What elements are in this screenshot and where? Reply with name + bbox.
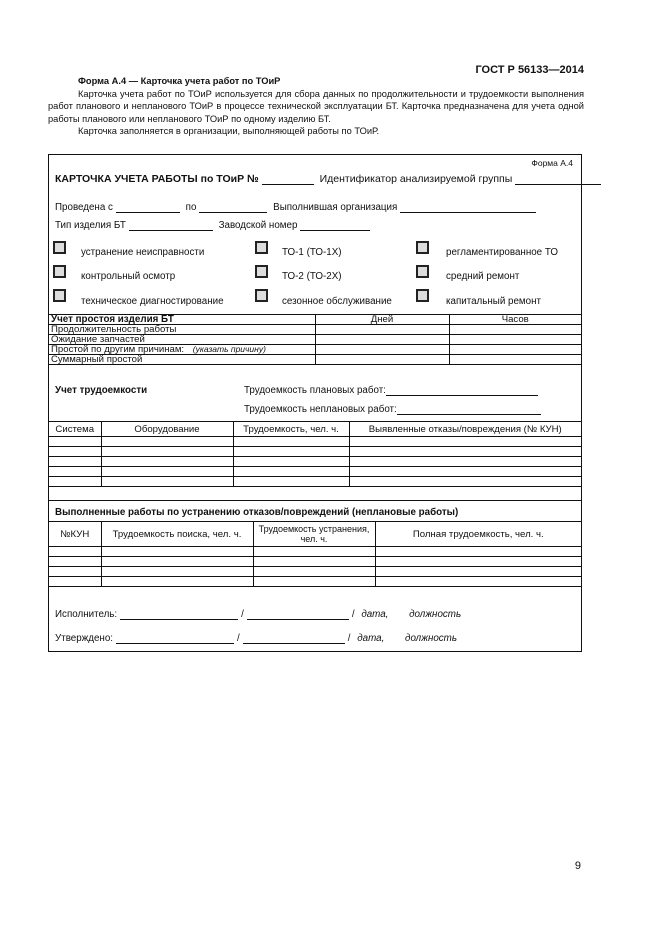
date-label: дата, xyxy=(357,633,385,644)
table-row xyxy=(49,335,581,345)
org-field[interactable] xyxy=(400,202,536,213)
col-labor: Трудоемкость, чел. ч. xyxy=(233,422,349,437)
approved-name-field[interactable] xyxy=(116,633,234,644)
cell[interactable] xyxy=(101,547,253,557)
held-to-label: по xyxy=(185,202,197,213)
cell[interactable] xyxy=(375,577,581,587)
cell[interactable] xyxy=(101,557,253,567)
checkbox-scheduled-to[interactable] xyxy=(416,241,429,254)
executor-sign-field[interactable] xyxy=(247,609,349,620)
cell[interactable] xyxy=(49,577,101,587)
type-label: Тип изделия БТ xyxy=(55,220,126,231)
org-label: Выполнившая организация xyxy=(273,202,398,213)
table-row xyxy=(49,477,581,487)
row-label xyxy=(49,345,315,355)
standard-header: ГОСТ Р 56133—2014 xyxy=(475,64,584,76)
type-line xyxy=(55,220,373,231)
intro-paragraph-1: Карточка учета работ по ТОиР используется для сбора данных по продолжительности и трудоемкости выполнения работ планового и непланового ТОиР в процессе технической эксплуатации БТ. Карточка предназначена для учета одной работы планового или непланового ТОиР по одному изделию БТ. xyxy=(48,88,584,124)
intro-paragraph-2: Карточка заполняется в организации, выполняющей работы по ТОиР. xyxy=(78,126,380,136)
days-cell[interactable] xyxy=(315,335,449,345)
downtime-title: Учет простоя изделия БТ xyxy=(49,315,315,325)
group-id-field[interactable] xyxy=(515,174,601,185)
unplanned-field[interactable] xyxy=(397,404,541,415)
cell[interactable] xyxy=(49,457,101,467)
cell[interactable] xyxy=(375,547,581,557)
checkbox-major-repair[interactable] xyxy=(416,289,429,302)
col-hours: Часов xyxy=(449,315,581,325)
checkbox-to2[interactable] xyxy=(255,265,268,278)
unplanned-label: Трудоемкость неплановых работ: xyxy=(244,404,397,415)
reason-hint: (указать причину) xyxy=(192,344,266,354)
hours-cell[interactable] xyxy=(449,335,581,345)
row-label: Суммарный простой xyxy=(49,355,315,365)
cell[interactable] xyxy=(349,467,581,477)
cell[interactable] xyxy=(253,557,375,567)
checkbox-label: ТО-2 (ТО-2Х) xyxy=(282,271,342,282)
cell[interactable] xyxy=(49,547,101,557)
labor-title: Учет трудоемкости xyxy=(55,385,148,396)
repairs-table xyxy=(49,521,581,587)
cell[interactable] xyxy=(49,567,101,577)
cell[interactable] xyxy=(233,477,349,487)
cell[interactable] xyxy=(101,567,253,577)
cell[interactable] xyxy=(233,467,349,477)
group-id-label: Идентификатор анализируемой группы xyxy=(319,173,513,185)
checkbox-label: регламентированное ТО xyxy=(446,247,559,258)
table-row xyxy=(49,355,581,365)
checkbox-seasonal[interactable] xyxy=(255,289,268,302)
cell[interactable] xyxy=(101,437,233,447)
table-row xyxy=(49,467,581,477)
checkbox-label: ТО-1 (ТО-1Х) xyxy=(282,247,342,258)
repairs-title: Выполненные работы по устранению отказов/повреждений (неплановые работы) xyxy=(55,507,459,518)
checkbox-fault-fix[interactable] xyxy=(53,241,66,254)
approved-line: Утверждено: / / дата, должность xyxy=(55,633,457,644)
held-from-field[interactable] xyxy=(116,202,180,213)
table-row xyxy=(49,345,581,355)
form-caption: Форма А.4 — Карточка учета работ по ТОиР xyxy=(78,76,281,86)
held-from-label: Проведена с xyxy=(55,202,113,213)
downtime-table xyxy=(49,314,581,365)
table-row xyxy=(49,437,581,447)
days-cell[interactable] xyxy=(315,355,449,365)
col-failures: Выявленные отказы/повреждения (№ КУН) xyxy=(349,422,581,437)
table-row xyxy=(49,557,581,567)
position-label: должность xyxy=(405,633,457,644)
planned-label: Трудоемкость плановых работ: xyxy=(244,385,386,396)
days-cell[interactable] xyxy=(315,325,449,335)
col-kun: №КУН xyxy=(49,522,101,547)
serial-label: Заводской номер xyxy=(218,220,298,231)
divider xyxy=(49,500,581,501)
card-number-field[interactable] xyxy=(262,174,314,185)
col-equipment: Оборудование xyxy=(101,422,233,437)
checkbox-inspection[interactable] xyxy=(53,265,66,278)
card-title xyxy=(55,173,604,185)
card-title-text: КАРТОЧКА УЧЕТА РАБОТЫ по ТОиР № xyxy=(55,173,259,185)
days-cell[interactable] xyxy=(315,345,449,355)
checkbox-diagnostics[interactable] xyxy=(53,289,66,302)
planned-line xyxy=(244,385,541,396)
checkbox-label: техническое диагностирование xyxy=(81,296,224,307)
approved-sign-field[interactable] xyxy=(243,633,345,644)
row-label: Продолжительность работы xyxy=(49,325,315,335)
cell[interactable] xyxy=(375,557,581,567)
date-label: дата, xyxy=(361,609,389,620)
row-label: Ожидание запчастей xyxy=(49,335,315,345)
col-fix-labor: Трудоемкость устранения, чел. ч. xyxy=(253,522,375,547)
page-number: 9 xyxy=(574,860,581,872)
cell[interactable] xyxy=(49,467,101,477)
position-label: должность xyxy=(409,609,462,620)
cell[interactable] xyxy=(349,447,581,457)
table-row xyxy=(49,577,581,587)
cell[interactable] xyxy=(233,447,349,457)
held-line xyxy=(55,202,539,213)
col-total-labor: Полная трудоемкость, чел. ч. xyxy=(375,522,581,547)
executor-label: Исполнитель: xyxy=(55,609,118,620)
checkbox-medium-repair[interactable] xyxy=(416,265,429,278)
cell[interactable] xyxy=(101,477,233,487)
cell[interactable] xyxy=(101,467,233,477)
cell[interactable] xyxy=(253,567,375,577)
intro-text xyxy=(48,75,584,138)
hours-cell[interactable] xyxy=(449,325,581,335)
col-search-labor: Трудоемкость поиска, чел. ч. xyxy=(101,522,253,547)
checkbox-label: сезонное обслуживание xyxy=(282,296,392,307)
cell[interactable] xyxy=(101,447,233,457)
checkbox-to1[interactable] xyxy=(255,241,268,254)
table-row xyxy=(49,457,581,467)
table-row xyxy=(49,547,581,557)
table-row xyxy=(49,325,581,335)
cell[interactable] xyxy=(253,577,375,587)
hours-cell[interactable] xyxy=(449,345,581,355)
cell[interactable] xyxy=(233,437,349,447)
cell[interactable] xyxy=(49,557,101,567)
executor-line: Исполнитель: / / дата, должность xyxy=(55,609,462,620)
type-field[interactable] xyxy=(129,220,213,231)
cell[interactable] xyxy=(253,547,375,557)
cell[interactable] xyxy=(233,457,349,467)
checkbox-label: средний ремонт xyxy=(446,271,520,282)
table-row xyxy=(49,567,581,577)
cell[interactable] xyxy=(349,457,581,467)
labor-table xyxy=(49,421,581,487)
cell[interactable] xyxy=(349,437,581,447)
col-days: Дней xyxy=(315,315,449,325)
cell[interactable] xyxy=(49,447,101,457)
table-row xyxy=(49,447,581,457)
cell[interactable] xyxy=(101,457,233,467)
form-number: Форма А.4 xyxy=(531,158,573,168)
work-record-card xyxy=(48,154,582,652)
hours-cell[interactable] xyxy=(449,355,581,365)
cell[interactable] xyxy=(349,477,581,487)
serial-field[interactable] xyxy=(300,220,370,231)
approved-label: Утверждено: xyxy=(55,633,114,644)
cell[interactable] xyxy=(375,567,581,577)
cell[interactable] xyxy=(49,477,101,487)
planned-field[interactable] xyxy=(386,385,538,396)
cell[interactable] xyxy=(49,437,101,447)
unplanned-line xyxy=(244,404,544,415)
cell[interactable] xyxy=(101,577,253,587)
checkbox-label: контрольный осмотр xyxy=(81,271,176,282)
executor-name-field[interactable] xyxy=(120,609,238,620)
held-to-field[interactable] xyxy=(199,202,267,213)
checkbox-label: устранение неисправности xyxy=(81,247,205,258)
col-system: Система xyxy=(49,422,101,437)
row-label-text: Простой по другим причинам: xyxy=(51,344,185,355)
checkbox-label: капитальный ремонт xyxy=(446,296,541,307)
